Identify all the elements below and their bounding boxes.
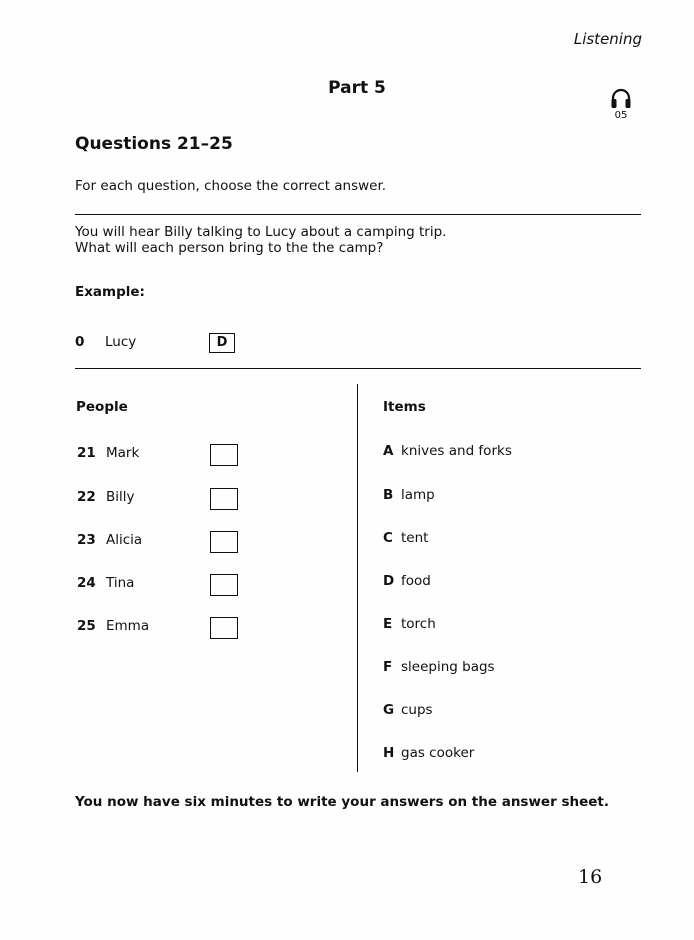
person-name: Billy: [106, 489, 135, 505]
items-heading: Items: [383, 399, 426, 415]
section-label: Listening: [573, 30, 642, 48]
item-letter: D: [383, 573, 395, 589]
context-text: [75, 224, 446, 256]
item-text: lamp: [401, 487, 435, 503]
person-name: Emma: [106, 618, 150, 634]
item-text: food: [401, 573, 431, 589]
question-number: 22: [77, 489, 96, 505]
item-letter: F: [383, 659, 393, 675]
question-number: 24: [77, 575, 96, 591]
example-label: Example:: [75, 284, 145, 300]
answer-box[interactable]: [210, 488, 238, 510]
question-number: 21: [77, 445, 96, 461]
page-number: 16: [578, 866, 603, 888]
item-text: knives and forks: [401, 443, 512, 459]
part-title: Part 5: [328, 78, 386, 98]
item-text: tent: [401, 530, 429, 546]
item-letter: H: [383, 745, 395, 761]
answer-box[interactable]: [210, 531, 238, 553]
person-name: Alicia: [106, 532, 143, 548]
person-name: Mark: [106, 445, 140, 461]
context-line: What will each person bring to the the camp?: [75, 240, 384, 256]
question-number: 25: [77, 618, 96, 634]
answer-box[interactable]: [210, 574, 238, 596]
people-heading: People: [76, 399, 128, 415]
headphones-icon: [606, 86, 636, 110]
questions-heading: Questions 21–25: [75, 134, 233, 154]
context-line: You will hear Billy talking to Lucy about a camping trip.: [75, 224, 447, 240]
example-answer-box: D: [209, 333, 235, 353]
instruction-text: For each question, choose the correct answer.: [75, 178, 387, 194]
audio-track-indicator: [606, 86, 636, 121]
track-number: 05: [614, 110, 628, 121]
item-letter: C: [383, 530, 393, 546]
closing-instruction: You now have six minutes to write your answers on the answer sheet.: [75, 794, 609, 810]
item-text: cups: [401, 702, 433, 718]
item-text: torch: [401, 616, 436, 632]
item-letter: G: [383, 702, 395, 718]
item-text: sleeping bags: [401, 659, 495, 675]
question-number: 23: [77, 532, 96, 548]
example-number: 0: [75, 334, 85, 350]
item-letter: E: [383, 616, 393, 632]
item-letter: B: [383, 487, 394, 503]
example-name: Lucy: [105, 334, 137, 350]
divider: [75, 368, 641, 369]
column-divider: [357, 384, 358, 772]
person-name: Tina: [106, 575, 135, 591]
answer-box[interactable]: [210, 617, 238, 639]
answer-box[interactable]: [210, 444, 238, 466]
item-letter: A: [383, 443, 394, 459]
divider: [75, 214, 641, 215]
item-text: gas cooker: [401, 745, 475, 761]
